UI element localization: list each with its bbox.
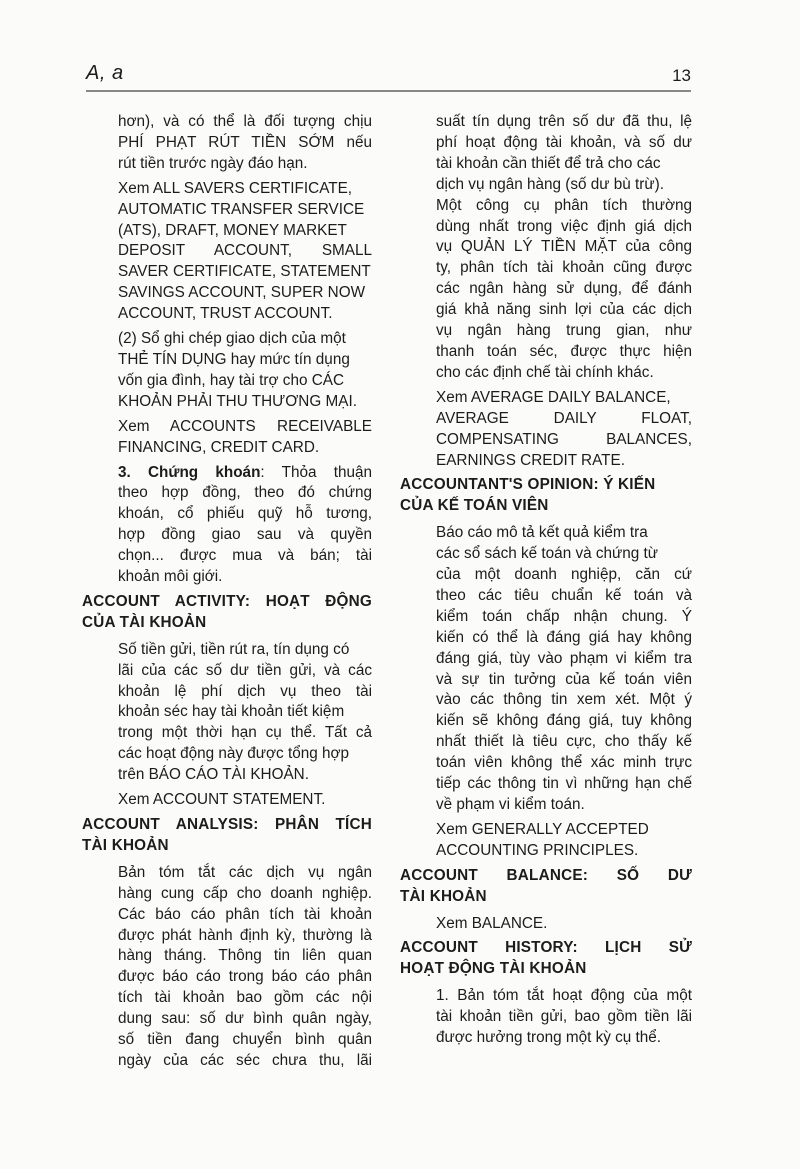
text-line: Xem GENERALLY ACCEPTED [436, 820, 649, 838]
text-line: FINANCING, CREDIT CARD. [118, 438, 320, 456]
heading-line: TÀI KHOẢN [400, 887, 487, 905]
definition-account-analysis-cont [400, 112, 692, 384]
text-fragment: : Thỏa thuận [260, 463, 372, 481]
text-line: thanh toán séc, được thực hiện [436, 342, 692, 360]
text-line: và sự tin tưởng của kế toán viên [436, 670, 692, 688]
text-line: hàng tháng. Thông tin liên quan [118, 947, 372, 965]
text-line: AVERAGE DAILY FLOAT, [436, 409, 692, 427]
text-line: được báo cáo trong báo cáo phân [118, 968, 372, 986]
text-line: về phạm vi kiểm toán. [436, 796, 585, 813]
text-line: ngày của các séc chưa thu, lãi [118, 1051, 372, 1069]
see-also-account-statement: Xem ACCOUNT STATEMENT. [118, 791, 326, 809]
text-line: (2) Sổ ghi chép giao dịch của một [118, 330, 346, 348]
see-also-receivable [82, 417, 372, 459]
heading-line: CỦA TÀI KHOẢN [82, 613, 207, 631]
definition-accountants-opinion [400, 523, 692, 816]
text-line: giá khả năng sinh lợi của các dịch [436, 301, 692, 319]
page-number: 13 [672, 66, 691, 85]
text-line: vốn gia đình, hay tài trợ cho CÁC [118, 371, 345, 389]
text-line: vụ QUẢN LÝ TIỀN MẶT của công [436, 238, 692, 256]
text-line: SAVER CERTIFICATE, STATEMENT [118, 263, 371, 281]
text-line: dung sau: số dư bình quân ngày, [118, 1010, 372, 1028]
heading-line: HOẠT ĐỘNG TÀI KHOẢN [400, 960, 587, 978]
text-line: tiếp các thông tin vì những hạn chế [436, 775, 692, 793]
text-line: khoản séc hay tài khoản tiết kiệm [118, 703, 345, 721]
entry-heading-account-history [400, 938, 692, 980]
text-line: kiến sẽ không đáng giá, tuy không [436, 712, 692, 730]
text-line: THẺ TÍN DỤNG hay mức tín dụng [118, 350, 350, 368]
text-line: khoản lệ phí dịch vụ theo tài [118, 682, 372, 700]
text-line: khoán, cổ phiếu quỹ hỗ tương, [118, 505, 372, 523]
text-line: cho các định chế tài chính khác. [436, 363, 654, 381]
text-line: toán viên không thể xác minh trực [436, 754, 692, 772]
text-line: (ATS), DRAFT, MONEY MARKET [118, 221, 347, 239]
section-letter: A, a [86, 62, 124, 84]
text-line: hợp đồng giao sau và quyền [118, 526, 372, 544]
text-line: lãi của các số dư tiền gửi, và các [118, 661, 372, 679]
definition-account-history [400, 986, 692, 1049]
text-line: vào các thông tin xem xét. Một ý [436, 691, 692, 709]
text-line: được hưởng trong một kỳ cụ thể. [436, 1029, 662, 1047]
see-also-balance: Xem BALANCE. [436, 914, 548, 932]
definition-account-activity [82, 640, 372, 786]
text-line: ACCOUNTING PRINCIPLES. [436, 841, 639, 859]
right-column [400, 112, 692, 1053]
text-line: Xem AVERAGE DAILY BALANCE, [436, 388, 671, 406]
definition-account-analysis [82, 863, 372, 1072]
text-line: nhất thiết là tiêu cực, cho thấy kế [436, 733, 692, 751]
text-line: Xem ALL SAVERS CERTIFICATE, [118, 179, 353, 197]
text-line: số tiền đang chuyển bình quân [118, 1031, 372, 1049]
text-line: hơn), và có thể là đối tượng chịu [118, 113, 372, 130]
text-line: Báo cáo mô tả kết quả kiểm tra [436, 524, 648, 542]
heading-line: ACCOUNTANT'S OPINION: Ý KIẾN [400, 476, 656, 494]
entry-heading-account-analysis [82, 815, 372, 857]
text-line: kiểm toán chấp nhận chung. Ý [436, 607, 692, 625]
text-line: Bản tóm tắt các dịch vụ ngân [118, 863, 372, 881]
text-line: được phát hành định kỳ, thường là [118, 926, 372, 944]
see-also-savings [82, 179, 372, 325]
text-line: tích tài khoản bao gồm các nội [118, 989, 372, 1007]
heading-line: ACCOUNT ANALYSIS: PHÂN TÍCH [82, 816, 372, 833]
text-line: khoản môi giới. [118, 568, 223, 586]
heading-line: ACCOUNT ACTIVITY: HOẠT ĐỘNG [82, 592, 372, 610]
text-line: Số tiền gửi, tiền rút ra, tín dụng có [118, 640, 350, 658]
definition-3 [82, 463, 372, 588]
text-line: COMPENSATING BALANCES, [436, 430, 692, 448]
paragraph-continuation [82, 112, 372, 175]
text-line: vụ ngân hàng trung gian, như [436, 322, 692, 340]
text-line: SAVINGS ACCOUNT, SUPER NOW [118, 284, 366, 302]
text-line: đáng giá, tùy vào phạm vi kiểm tra [436, 649, 692, 667]
entry-heading-account-balance [400, 866, 692, 908]
text-line: tài khoản cần thiết để trả cho các [436, 154, 661, 172]
text-line: Các báo cáo phân tích tài khoản [118, 905, 372, 923]
heading-line: ACCOUNT HISTORY: LỊCH SỬ [400, 939, 692, 957]
text-line: ty, phân tích tài khoản cũng được [436, 259, 692, 277]
heading-line: TÀI KHOẢN [82, 836, 169, 854]
text-line: Xem ACCOUNTS RECEIVABLE [118, 417, 372, 435]
text-line: chọn... được mua và bán; tài [118, 547, 372, 565]
page-header [86, 62, 691, 92]
text-line: 1. Bản tóm tắt hoạt động của một [436, 987, 692, 1005]
text-line: trong một thời hạn cụ thể. Tất cả [118, 724, 372, 742]
text-line: theo các tiêu chuẩn kế toán và [436, 586, 692, 604]
header-divider [86, 90, 691, 92]
text-line: kiến có thể là đáng giá hay không [436, 628, 692, 646]
see-also-gaap [400, 820, 692, 862]
text-line: EARNINGS CREDIT RATE. [436, 451, 625, 469]
entry-heading-accountants-opinion [400, 475, 692, 517]
text-line: dịch vụ ngân hàng (số dư bù trừ). [436, 175, 664, 193]
left-column [82, 112, 372, 1076]
heading-line: ACCOUNT BALANCE: SỐ DƯ [400, 866, 692, 884]
text-line: tài khoản tiền gửi, bao gồm tiền lãi [436, 1008, 692, 1026]
text-line: các ngân hàng sử dụng, để đánh [436, 280, 692, 298]
text-line: phí hoạt động tài khoản, và số dư [436, 133, 692, 151]
see-also-average-daily [400, 388, 692, 472]
text-line: ACCOUNT, TRUST ACCOUNT. [118, 305, 333, 323]
text-line: PHÍ PHẠT RÚT TIỀN SỚM nếu [118, 133, 372, 151]
text-line: của một doanh nghiệp, căn cứ [436, 566, 692, 584]
text-line [118, 463, 372, 484]
text-line: suất tín dụng trên số dư đã thu, lệ [436, 113, 692, 130]
text-line: AUTOMATIC TRANSFER SERVICE [118, 200, 365, 218]
text-line: hàng cung cấp cho doanh nghiệp. [118, 884, 372, 902]
text-line: theo hợp đồng, theo đó chứng [118, 484, 372, 502]
text-line: các hoạt động này được tổng hợp [118, 745, 350, 763]
text-line: trên BÁO CÁO TÀI KHOẢN. [118, 766, 309, 784]
text-line: Một công cụ phân tích thường [436, 196, 692, 214]
heading-line: CỦA KẾ TOÁN VIÊN [400, 497, 549, 515]
text-line: DEPOSIT ACCOUNT, SMALL [118, 242, 372, 260]
entry-heading-account-activity [82, 592, 372, 634]
text-line: KHOẢN PHẢI THU THƯƠNG MẠI. [118, 392, 357, 410]
text-line: dùng nhất trong việc định giá dịch [436, 217, 692, 235]
text-line: các sổ sách kế toán và chứng từ [436, 545, 659, 563]
definition-2 [82, 329, 372, 413]
text-line: rút tiền trước ngày đáo hạn. [118, 154, 308, 172]
definition-number: 3. Chứng khoán [118, 463, 261, 481]
